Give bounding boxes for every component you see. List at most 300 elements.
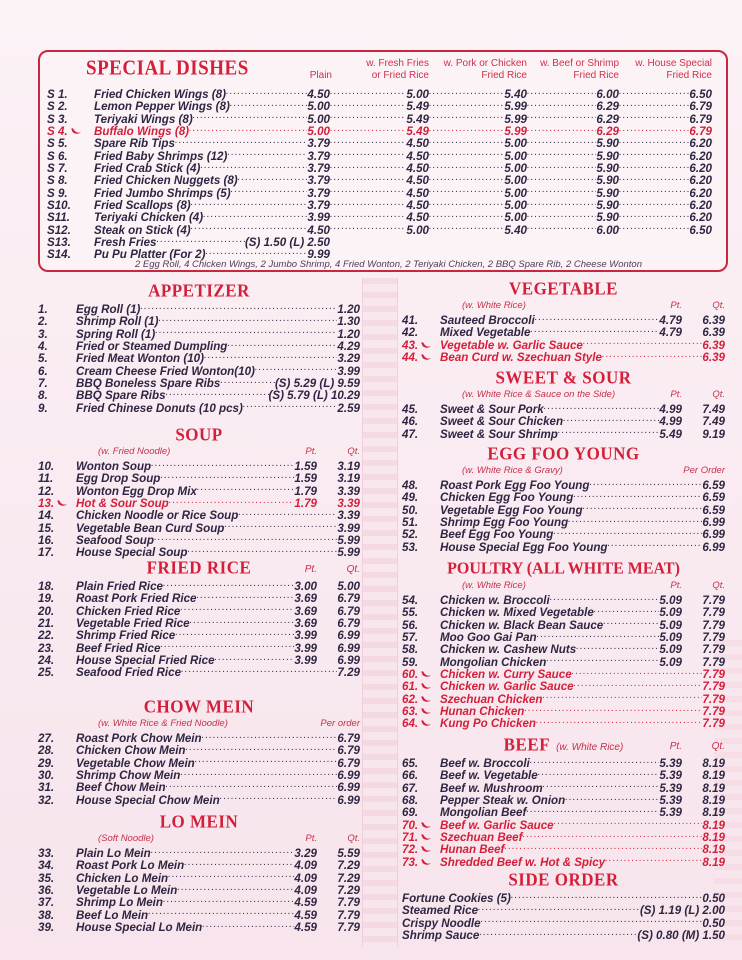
dot-leader	[527, 86, 596, 98]
dot-leader	[576, 641, 659, 653]
dot-leader	[151, 845, 295, 857]
item-number-text: 17.	[38, 546, 55, 560]
menu-item-row[interactable]	[38, 470, 360, 486]
item-name: Wonton Soup	[76, 460, 152, 473]
menu-item-row[interactable]	[38, 375, 360, 391]
dot-leader	[429, 185, 504, 197]
menu-item-row[interactable]	[47, 135, 727, 151]
menu-item-row[interactable]	[38, 590, 360, 606]
item-price: 6.20	[689, 162, 712, 176]
item-number-text: S12.	[47, 223, 71, 237]
item-name: Fried Chinese Donuts (10 pcs)	[76, 401, 243, 415]
item-number-text: 31.	[38, 781, 55, 795]
dot-leader	[158, 313, 337, 325]
menu-item-row[interactable]	[402, 592, 725, 607]
dot-leader	[544, 401, 660, 413]
menu-item-row[interactable]	[402, 817, 725, 832]
item-price-quart: 6.79	[337, 604, 360, 618]
menu-item-row[interactable]	[38, 532, 360, 548]
item-number-text: 20.	[38, 604, 55, 618]
column-header: Qt.	[712, 300, 725, 311]
item-price: 5.90	[596, 149, 619, 163]
item-price: 5.00	[504, 137, 527, 151]
dot-leader	[238, 507, 337, 519]
menu-item-row[interactable]	[38, 857, 360, 873]
item-name: Chicken Noodle or Rice Soup	[76, 509, 239, 523]
dot-leader	[619, 209, 689, 221]
dot-leader	[619, 111, 689, 123]
menu-section-sweet-sour	[402, 367, 725, 441]
item-price: 5.00	[406, 223, 429, 237]
dot-leader	[538, 767, 660, 779]
item-number-text: S 1.	[47, 88, 68, 101]
item-name: Teriyaki Wings (8)	[94, 112, 193, 126]
menu-item-row[interactable]	[47, 148, 727, 163]
item-price: 6.29	[596, 112, 619, 126]
menu-item-row[interactable]	[402, 526, 725, 542]
item-name: Mongolian Beef	[440, 806, 527, 820]
item-price: 3.99	[337, 521, 360, 535]
item-price: 4.50	[406, 174, 429, 188]
item-price: 5.90	[596, 137, 619, 151]
menu-item-row[interactable]	[38, 615, 360, 631]
item-price: 6.20	[689, 186, 712, 200]
item-name: Spare Rib Tips	[94, 137, 175, 151]
section-title	[38, 558, 360, 578]
item-price: 6.79	[689, 125, 712, 139]
menu-item-row[interactable]	[402, 804, 725, 820]
section-title	[402, 870, 725, 890]
menu-item-row[interactable]	[402, 514, 725, 530]
dot-leader	[572, 666, 703, 678]
menu-item-row[interactable]	[402, 539, 725, 554]
menu-item-row[interactable]	[402, 915, 725, 930]
menu-item-row[interactable]	[38, 870, 360, 885]
item-name: Beef Fried Rice	[76, 641, 161, 655]
item-number	[402, 542, 440, 554]
menu-item-row[interactable]	[38, 882, 360, 898]
column-header: Pt.	[669, 741, 682, 752]
item-price: 9.99	[307, 248, 330, 262]
item-name: Kung Po Chicken	[440, 717, 536, 731]
item-price-pint: 4.79	[659, 326, 682, 340]
item-number	[38, 473, 76, 485]
column-header: Pt.	[670, 300, 682, 311]
menu-item-row[interactable]	[402, 767, 725, 783]
item-name: Seafood Soup	[76, 534, 154, 548]
item-price: 4.50	[406, 186, 429, 200]
menu-item-row[interactable]	[402, 349, 725, 365]
menu-item-row[interactable]	[38, 640, 360, 655]
menu-item-row[interactable]	[38, 544, 360, 560]
dot-leader	[330, 209, 406, 221]
item-name: BBQ Boneless Spare Ribs	[76, 377, 221, 391]
item-number-text: S 2.	[47, 100, 68, 114]
item-name: Shrimp Roll (1)	[76, 315, 159, 329]
dot-leader	[166, 387, 269, 399]
dot-leader	[553, 526, 702, 538]
item-name: Fried Scallops (8)	[94, 199, 191, 213]
item-price-pint: 4.99	[659, 415, 682, 429]
item-price: 1.30	[337, 315, 360, 329]
menu-item-row[interactable]	[402, 617, 725, 632]
item-price-quart: 7.29	[337, 859, 360, 873]
item-price-quart: 5.00	[337, 580, 360, 593]
menu-item-row[interactable]	[38, 919, 360, 935]
column-header: Pt.	[670, 580, 682, 591]
item-price-quart: 3.39	[337, 497, 360, 511]
menu-item-row[interactable]	[38, 755, 360, 770]
item-price: 6.79	[337, 756, 360, 770]
menu-item-row[interactable]	[402, 691, 725, 706]
menu-item-row[interactable]	[38, 894, 360, 910]
column-headers	[292, 560, 360, 580]
column-header: Qt.	[346, 564, 360, 575]
menu-item-row[interactable]	[38, 301, 360, 316]
item-number	[38, 593, 76, 605]
dot-leader	[189, 123, 307, 135]
dot-leader	[429, 222, 504, 234]
item-price: 3.79	[307, 149, 330, 163]
item-name: Sweet & Sour Chicken	[440, 415, 564, 429]
menu-item-row[interactable]	[402, 489, 725, 505]
item-name: Pu Pu Platter (For 2)	[94, 248, 206, 262]
dot-leader	[527, 197, 596, 209]
menu-item-row[interactable]	[47, 222, 727, 237]
item-price-quart: 5.59	[337, 847, 360, 860]
item-price: 5.49	[406, 100, 429, 114]
item-number-text: 11.	[38, 472, 54, 486]
dot-leader	[481, 915, 703, 927]
item-number-text: 27.	[38, 732, 55, 745]
item-price: (S) 5.79 (L) 10.29	[268, 389, 360, 403]
dot-leader	[429, 148, 504, 160]
dot-leader	[163, 578, 294, 590]
dot-leader	[140, 301, 337, 313]
menu-item-row[interactable]	[38, 363, 360, 378]
item-name: Wonton Egg Drop Mix	[76, 484, 197, 498]
pint-price-group	[558, 426, 682, 441]
item-price-quart: 7.79	[337, 896, 360, 910]
item-price: 4.50	[307, 223, 330, 237]
menu-item-row[interactable]	[47, 246, 727, 262]
menu-item-row[interactable]	[402, 324, 725, 340]
menu-item-row[interactable]	[38, 845, 360, 860]
item-price: 4.50	[406, 211, 429, 225]
menu-item-row[interactable]	[402, 604, 725, 620]
item-price: 3.29	[337, 352, 360, 366]
dot-leader	[527, 111, 596, 123]
item-name: Chicken w. Curry Sauce	[440, 668, 572, 682]
dot-leader	[429, 98, 504, 110]
dot-leader	[330, 185, 406, 197]
menu-item-row[interactable]	[38, 779, 360, 795]
item-number-text: S 3.	[47, 112, 68, 126]
item-number-text: 55.	[402, 606, 419, 620]
item-price-pint: 3.69	[294, 592, 317, 606]
dot-leader	[330, 172, 406, 184]
menu-item-row[interactable]	[402, 654, 725, 669]
menu-item-row[interactable]	[402, 715, 725, 731]
item-price: 5.90	[596, 186, 619, 200]
item-number	[47, 175, 94, 187]
item-price-quart: 7.79	[337, 921, 360, 935]
section-title-text: LO MEIN	[159, 811, 239, 832]
dot-leader	[157, 234, 245, 246]
dot-leader	[191, 197, 308, 209]
menu-item-row[interactable]	[38, 458, 360, 473]
item-name: House Special Lo Mein	[76, 921, 203, 935]
item-price: 1.20	[337, 327, 360, 341]
item-number-text: 18.	[38, 580, 55, 593]
item-number	[38, 403, 76, 415]
item-number	[38, 630, 76, 642]
menu-item-row[interactable]	[47, 123, 727, 139]
section-title	[402, 559, 725, 579]
item-price: 7.79	[702, 692, 725, 706]
item-price-pint: 5.09	[659, 594, 682, 607]
item-price-pint: 3.99	[294, 641, 317, 655]
dot-leader	[603, 617, 659, 629]
menu-item-row[interactable]	[47, 209, 727, 225]
item-price: 7.79	[702, 668, 725, 682]
item-price-quart: 7.79	[337, 908, 360, 922]
menu-item-row[interactable]	[402, 854, 725, 869]
item-price: 5.00	[504, 174, 527, 188]
dot-leader	[530, 324, 659, 336]
menu-item-row[interactable]	[47, 160, 727, 176]
menu-item-row[interactable]	[38, 792, 360, 807]
item-price: 7.29	[337, 666, 360, 680]
menu-item-row[interactable]	[38, 313, 360, 329]
menu-item-row[interactable]	[38, 627, 360, 643]
item-number-text: 15.	[38, 521, 55, 535]
menu-item-row[interactable]	[402, 312, 725, 327]
item-name: Roast Pork Egg Foo Young	[440, 479, 590, 492]
menu-item-row[interactable]	[402, 629, 725, 645]
menu-item-row[interactable]	[47, 185, 727, 200]
item-name: Moo Goo Gai Pan	[440, 631, 537, 645]
menu-item-row[interactable]	[402, 666, 725, 682]
item-price: 5.00	[307, 125, 330, 139]
menu-item-row[interactable]	[38, 507, 360, 523]
menu-item-row[interactable]	[38, 483, 360, 498]
dot-leader	[619, 148, 689, 160]
dot-leader	[255, 363, 338, 375]
item-number-text: S11.	[47, 211, 70, 225]
menu-item-row[interactable]	[38, 495, 360, 511]
dot-leader	[160, 640, 294, 652]
menu-item-row[interactable]	[402, 426, 725, 441]
menu-section-egg-foo-young	[402, 443, 725, 554]
menu-item-row[interactable]	[47, 86, 727, 101]
item-name: Beef Egg Foo Young	[440, 528, 554, 542]
item-name: Seafood Fried Rice	[76, 666, 182, 680]
item-name: Fried Chicken Nuggets (8)	[94, 174, 238, 188]
decorative-pattern-strip	[362, 278, 398, 946]
item-number-text: S 4.	[47, 125, 68, 139]
item-name: Chicken w. Broccoli	[440, 594, 550, 607]
column-header: Pt.	[670, 389, 682, 400]
item-price: 4.50	[406, 162, 429, 176]
item-price-pint: 5.39	[659, 806, 682, 820]
item-number-text: 4.	[38, 340, 48, 354]
item-price-pint: 5.09	[659, 631, 682, 645]
menu-item-row[interactable]	[47, 197, 727, 213]
menu-item-row[interactable]	[38, 730, 360, 745]
menu-item-row[interactable]	[402, 337, 725, 352]
item-price-quart: 8.19	[702, 757, 725, 770]
dot-leader	[330, 222, 406, 234]
item-number	[38, 667, 76, 679]
dot-leader	[203, 209, 307, 221]
item-price-quart: 3.39	[337, 484, 360, 498]
dot-leader	[151, 458, 294, 470]
item-number	[38, 897, 76, 909]
item-price: 5.49	[406, 125, 429, 139]
item-number-text: 71.	[402, 831, 419, 845]
item-price: 6.00	[596, 223, 619, 237]
menu-item-row[interactable]	[402, 413, 725, 429]
section-subheader	[402, 299, 725, 312]
item-number-text: 58.	[402, 643, 419, 657]
item-number-text: 25.	[38, 666, 55, 680]
pu-pu-platter-note: 2 Egg Roll, 4 Chicken Wings, 2 Jumbo Shrimp, 4 Fried Wonton, 2 Teriyaki Chicken, 2 BBQ Spare Rib, 2 Cheese Wonton	[135, 258, 642, 270]
item-price-pint: 4.09	[294, 859, 317, 873]
section-subheader	[38, 717, 360, 730]
item-name: Fried Meat Wonton (10)	[76, 352, 204, 366]
menu-section-vegetable	[402, 278, 725, 365]
menu-item-row[interactable]	[47, 111, 727, 126]
item-name: Shrimp Egg Foo Young	[440, 516, 569, 530]
section-title	[38, 281, 360, 301]
dot-leader	[330, 160, 406, 172]
menu-section-chow-mein	[38, 696, 360, 807]
menu-item-row[interactable]	[38, 400, 360, 415]
column-header: Qt.	[712, 389, 725, 400]
column-headers	[657, 737, 725, 757]
menu-item-row[interactable]	[38, 520, 360, 535]
menu-item-row[interactable]	[38, 350, 360, 366]
menu-item-row[interactable]	[38, 742, 360, 758]
menu-item-row[interactable]	[402, 927, 725, 943]
item-number-text: 53.	[402, 540, 419, 554]
menu-item-row[interactable]	[38, 326, 360, 341]
menu-item-row[interactable]	[38, 387, 360, 403]
item-name: Chicken Egg Foo Young	[440, 491, 574, 505]
section-title	[402, 444, 725, 464]
spicy-pepper-icon	[418, 706, 433, 718]
menu-item-row[interactable]	[47, 172, 727, 188]
menu-item-row[interactable]	[402, 678, 725, 694]
dot-leader	[160, 470, 294, 482]
item-price-quart: 8.19	[702, 794, 725, 808]
item-name: Bean Curd w. Szechuan Style	[440, 351, 602, 365]
item-name: Fried Baby Shrimps (12)	[94, 149, 228, 163]
item-price: 3.79	[307, 186, 330, 200]
col-header-pork-chicken: w. Pork or Chicken Fried Rice	[443, 58, 527, 81]
menu-item-row[interactable]	[402, 477, 725, 492]
section-subtitle: (w. White Rice)	[462, 580, 526, 591]
item-price: 6.59	[702, 479, 725, 492]
item-name: Beef w. Broccoli	[440, 757, 530, 770]
item-number	[402, 807, 440, 819]
menu-item-row[interactable]	[38, 767, 360, 783]
item-name: Szechuan Beef	[440, 831, 523, 845]
menu-item-row[interactable]	[402, 401, 725, 416]
item-price-quart: 3.19	[337, 472, 360, 486]
item-price-quart: 6.39	[702, 314, 725, 327]
section-title-text: CHOW MEIN	[143, 696, 255, 717]
item-name: Shrimp Sauce	[402, 929, 480, 943]
dot-leader	[543, 780, 660, 792]
section-title-text: SIDE ORDER	[508, 869, 619, 890]
spicy-pepper-icon	[418, 718, 433, 730]
menu-item-row[interactable]	[402, 780, 725, 795]
menu-item-row[interactable]	[402, 841, 725, 857]
menu-item-row[interactable]	[38, 907, 360, 922]
item-name: House Special Egg Foo Young	[440, 540, 608, 554]
menu-item-row[interactable]	[402, 902, 725, 918]
item-price: 3.79	[307, 174, 330, 188]
spicy-pepper-icon	[418, 340, 433, 352]
item-price-quart: 8.19	[702, 806, 725, 820]
menu-item-row[interactable]	[38, 338, 360, 354]
item-price: 6.29	[596, 125, 619, 139]
item-price: 1.20	[337, 303, 360, 316]
menu-item-row[interactable]	[402, 502, 725, 517]
dot-leader	[563, 413, 659, 425]
menu-item-row[interactable]	[38, 664, 360, 680]
spicy-pepper-icon	[418, 694, 433, 706]
item-price-pint: 4.99	[659, 403, 682, 416]
menu-item-row[interactable]	[402, 703, 725, 719]
menu-item-row[interactable]	[402, 792, 725, 808]
item-price-quart: 7.79	[702, 643, 725, 657]
dot-leader	[163, 894, 294, 906]
item-number-text: 60.	[402, 668, 419, 682]
item-price: 6.20	[689, 199, 712, 213]
item-number-text: S 7.	[47, 162, 68, 176]
menu-item-row[interactable]	[38, 603, 360, 618]
dot-leader	[527, 222, 596, 234]
menu-item-row[interactable]	[402, 641, 725, 657]
item-price: 7.79	[702, 705, 725, 719]
item-number	[402, 607, 440, 619]
item-price: 5.00	[307, 100, 330, 114]
item-price-pint: 3.00	[294, 580, 317, 593]
section-subtitle: (w. Fried Noodle)	[98, 446, 171, 457]
menu-item-row[interactable]	[38, 652, 360, 668]
menu-item-row[interactable]	[47, 98, 727, 114]
dot-leader	[330, 98, 406, 110]
pint-price-group	[202, 919, 317, 934]
section-subtitle: (Soft Noodle)	[98, 833, 154, 844]
item-number	[402, 529, 440, 541]
menu-item-row[interactable]	[402, 890, 725, 905]
column-header: Qt.	[347, 446, 360, 457]
item-number-text: 50.	[402, 503, 419, 517]
item-price: 5.40	[504, 223, 527, 237]
dot-leader	[522, 829, 702, 841]
dot-leader	[537, 629, 660, 641]
item-number-text: 62.	[402, 692, 419, 706]
menu-item-row[interactable]	[402, 829, 725, 845]
item-name: Chicken w. Cashew Nuts	[440, 643, 577, 657]
item-price-quart: 8.19	[702, 781, 725, 795]
dot-leader	[565, 792, 659, 804]
item-price: 3.79	[307, 137, 330, 151]
